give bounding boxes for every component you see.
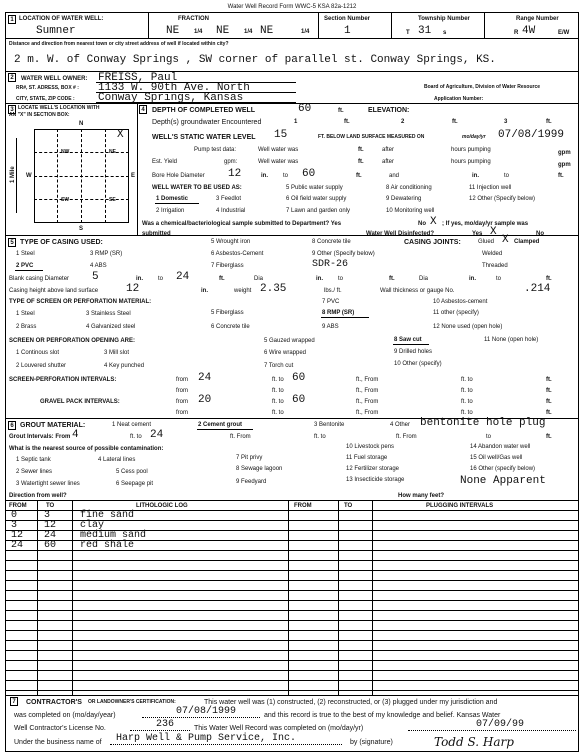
static-date-value: 07/08/1999: [498, 129, 565, 141]
township-label: Township Number: [418, 16, 470, 22]
grout-label: GROUT MATERIAL:: [20, 422, 86, 429]
table-row: [6, 661, 578, 671]
quarter-1: NE: [166, 25, 180, 37]
table-row: [6, 591, 578, 601]
table-row: [6, 601, 578, 611]
locate-label: LOCATE WELL'S LOCATION WITH: [18, 105, 100, 111]
depth-value: 60: [298, 103, 312, 115]
log-from-header: FROM: [9, 503, 27, 509]
address-label: RR#, ST. ADRESS, BOX # :: [16, 85, 79, 91]
chem-sample-no-mark: X: [430, 216, 437, 228]
elevation-label: ELEVATION:: [368, 107, 410, 114]
quarter-2: NE: [216, 25, 230, 37]
owner-label: WATER WELL OWNER:: [21, 76, 88, 82]
table-row: [6, 551, 578, 561]
table-row: [6, 681, 578, 691]
table-row: [6, 671, 578, 681]
bore-to-value: 60: [302, 168, 316, 180]
distance-value: 2 m. W. of Conway Springs , SW corner of parallel st. Conway Springs, KS.: [14, 54, 496, 66]
table-row: [6, 581, 578, 591]
log-desc-cell: fine sand: [80, 510, 135, 521]
section-number-7: 7: [10, 697, 18, 706]
quarter-3: NE: [260, 25, 274, 37]
log-from-cell: 3: [11, 520, 18, 531]
screen-to-value: 60: [292, 372, 306, 384]
gravel-from-value: 20: [198, 394, 212, 406]
section-value: 1: [344, 25, 351, 37]
location-label: LOCATION OF WATER WELL:: [19, 16, 104, 22]
section-number-label: Section Number: [324, 16, 371, 22]
table-row: [6, 631, 578, 641]
log-from-cell: 24: [11, 540, 24, 551]
well-record-form: [5, 4, 579, 752]
table-row: [6, 641, 578, 651]
log-from-cell: 0: [11, 510, 18, 521]
form-body: 1 LOCATION OF WATER WELL: Sumner FRACTION NE 1/4 NE 1/4 NE 1/4 Section Number 1 Township Number T 31 s Range Number R 4W E/W Distance and direction from nearest town or city street address of well if located within city? 2 m. W. of Conway Springs , SW corner of parallel st. Conway Springs, KS. 2 WATER WELL OWNER: FREISS, Paul RR#, ST. ADRESS, BOX # : 1133 W. 90th Ave. North CITY, STATE, ZIP CODE : Conway Springs, Kansas Board of Agriculture, Division of Water Resource Application Number: 3 LOCATE WELL'S LOCATION WITH AN "X" IN SECTION BOX: N NW NE SW SE X W E S 1 Mile 4 DEPTH OF COMPLETED WELL 60 ft. ELEVATION: Depth(s) groundwater Encountered 1 ft. 2 ft. 3 ft. WELL'S STATIC WATER LEVEL 15 FT. BELOW LAND SURFACE MEASURED ON mo/day/yr 07/08/1999 Pump test data: Well water was ft. after hours pumping gpm Est. Yield gpm: Well water was ft. after hours pumping gpm Bore Hole Diameter 12 in. to 60 ft. and in. to ft. WELL WATER TO BE USED AS: 5 Public water supply 8 Air conditioning 11 Injection well 1 Domestic 3 Feedlot 6 Oil field water supply 9 Dewatering 12 Other (Specify below) 2 Irrigation 4 Industrial 7 Lawn and garden only 10 Monitoring well Was a chemical/bacteriological sample submitted to Department? Yes No X ; If yes, mo/day/yr sample was submitted Water Well Disinfected? Yes X No 5 TYPE OF CASING USED: 1 Steel 3 RMP (SR) 5 Wrought iron 6 Asbestos-Cement 7 Fiberglass 8 Concrete tile 9 Other (Specify below) SDR-26 2 PVC 4 ABS CASING JOINTS: Glued X Clamped Welded Threaded Blank casing Diameter 5 in. to 24 ft. Dia in. to ft. Dia in. to ft. Casing height above land surface 12 in. weight 2.35 lbs./ ft. Wall thickness or gauge No. .214 TYPE OF SCREEN OR PERFORATION MATERIAL: 7 PVC 10 Asbestos-cement 1 Steel 3 Stainless Steel 5 Fiberglass 8 RMP (SR) 11 other (specify) 2 Brass 4 Galvanized steel 6 Concrete tile 9 ABS 12 None used (open hole) SCREEN OR PERFORATION OPENING ARE: 5 Gauzed wrapped 8 Saw cut 11 None (open hole) 1 Continous slot 3 Mill slot 6 Wire wrapped 9 Drilled holes 2 Louvered shutter 4 Key punched 7 Torch cut 10 Other (specify) SCREEN-PERFORATION INTERVALS: from 24 ft. to 60 ft., From ft. to ft. from ft. to ft., From ft. to ft. GRAVEL PACK INTERVALS: from 20 ft. to 60 ft., From ft. to ft. from ft. to ft., From ft. to ft. 6 GROUT MATERIAL: 1 Neat cement 2 Cement grout 3 Bentonite 4 Other bentonite hole plug Grout Intervals: From 4 ft. to 24 ft. From ft. to ft. From to ft. What is the nearest source of possible contamination: 10 Livestock pens 14 Abandon water well 1 Septic tank 4 Lateral lines 7 Pit privy 11 Fuel storage 15 Oil well/Gas well 2 Sewer lines 5 Cess pool 8 Sewage lagoon 12 Fertilizer storage 16 Other (specify below) 3 Watertight sewer lines 6 Seepage pit 9 Feedyard 13 Insecticide storage None Apparent Direction from well? How many feet? FROM TO LITHOLOGIC LOG FROM TO PLUGGING INTERVALS 0 3 fine sand 3 12 clay 12 24 medium sand 24 60 red shale 7 CONTRACTOR'S OR LANDOWNER'S CERTIFICATION: This water well was (1) constructed, (2) reconstructed, or (3) plugged under my jurisdiction and was completed on (mo/day/year) 07/08/1999 and this record is true to the best of my knowledge and belief. Kansas Water Well Contractor's License No. 236 This Water Well Record was completed on (mo/day/yr) 07/09/99 Under the business name of Harp Well & Pump Service, Inc. by (signature) Todd S. Harp: [5, 12, 579, 752]
county-value: Sumner: [36, 25, 76, 37]
casing-weight-value: 2.35: [260, 283, 287, 295]
form-title: Water Well Record Form WWC-5 KSA 82a-1212: [227, 4, 357, 10]
groundwater-label: Depth(s) groundwater Encountered: [152, 119, 262, 126]
owner-value: FREISS, Paul: [98, 72, 178, 84]
log-to-cell: 12: [44, 520, 57, 531]
section-number-2: 2: [8, 73, 16, 82]
grout-other-value: bentonite hole plug: [420, 417, 546, 429]
casing-other-value: SDR-26: [312, 259, 349, 270]
table-row: [6, 571, 578, 581]
license-value: 236: [156, 719, 175, 730]
casing-type-label: TYPE OF CASING USED:: [20, 239, 103, 246]
bore-value: 12: [228, 168, 242, 180]
log-desc-cell: clay: [80, 520, 105, 531]
table-row: [6, 561, 578, 571]
grout-to-value: 24: [150, 429, 164, 441]
board-label: Board of Agriculture, Division of Water Resource: [424, 84, 541, 90]
township-value: 31: [418, 25, 432, 37]
casing-height-value: 12: [126, 283, 140, 295]
section-number-6: 6: [8, 421, 16, 430]
log-desc-cell: medium sand: [80, 530, 147, 541]
section-number-1: 1: [8, 15, 16, 24]
log-to-cell: 24: [44, 530, 57, 541]
plugging-intervals-header: PLUGGING INTERVALS: [426, 503, 494, 509]
static-level-label: WELL'S STATIC WATER LEVEL: [152, 134, 256, 141]
grout-from-value: 4: [72, 429, 79, 441]
record-date-value: 07/09/99: [476, 719, 525, 730]
log-to-cell: 3: [44, 510, 51, 521]
distance-label: Distance and direction from nearest town or city street address of well if located within city?: [9, 41, 229, 47]
use-domestic: 1 Domestic: [156, 196, 189, 202]
blank-diameter-value: 5: [92, 271, 99, 283]
signature: Todd S. Harp: [434, 735, 514, 749]
city-label: CITY, STATE, ZIP CODE :: [16, 96, 75, 102]
table-row: [6, 651, 578, 661]
blank-to-value: 24: [176, 271, 190, 283]
application-label: Application Number:: [434, 96, 484, 102]
address-value: 1133 W. 90th Ave. North: [98, 82, 250, 94]
table-row: [6, 621, 578, 631]
clamped-mark: X: [502, 234, 509, 246]
section-number-4: 4: [139, 105, 147, 114]
range-value: 4W: [522, 25, 536, 37]
screen-from-value: 24: [198, 372, 212, 384]
disinfected-yes-mark: X: [490, 226, 497, 238]
business-name-value: Harp Well & Pump Service, Inc.: [116, 733, 297, 744]
completed-date-value: 07/08/1999: [176, 706, 237, 717]
section-number-3: 3: [8, 105, 16, 114]
gravel-to-value: 60: [292, 394, 306, 406]
table-row: [6, 611, 578, 621]
static-level-value: 15: [274, 129, 288, 141]
log-desc-cell: red shale: [80, 540, 135, 551]
range-label: Range Number: [516, 16, 559, 22]
log-from-cell: 12: [11, 530, 24, 541]
city-value: Conway Springs, Kansas: [98, 92, 244, 104]
lithologic-log-header: LITHOLOGIC LOG: [136, 503, 188, 509]
fraction-label: FRACTION: [178, 16, 209, 22]
section-number-5: 5: [8, 238, 16, 247]
log-to-header: TO: [46, 503, 55, 509]
water-use-label: WELL WATER TO BE USED AS:: [152, 185, 242, 191]
well-location-mark: X: [117, 129, 124, 141]
contamination-other-value: None Apparent: [460, 475, 546, 487]
depth-label: DEPTH OF COMPLETED WELL: [152, 107, 256, 114]
log-to-cell: 60: [44, 540, 57, 551]
wall-thickness-value: .214: [524, 283, 551, 295]
bore-label: Bore Hole Diameter: [152, 173, 205, 179]
